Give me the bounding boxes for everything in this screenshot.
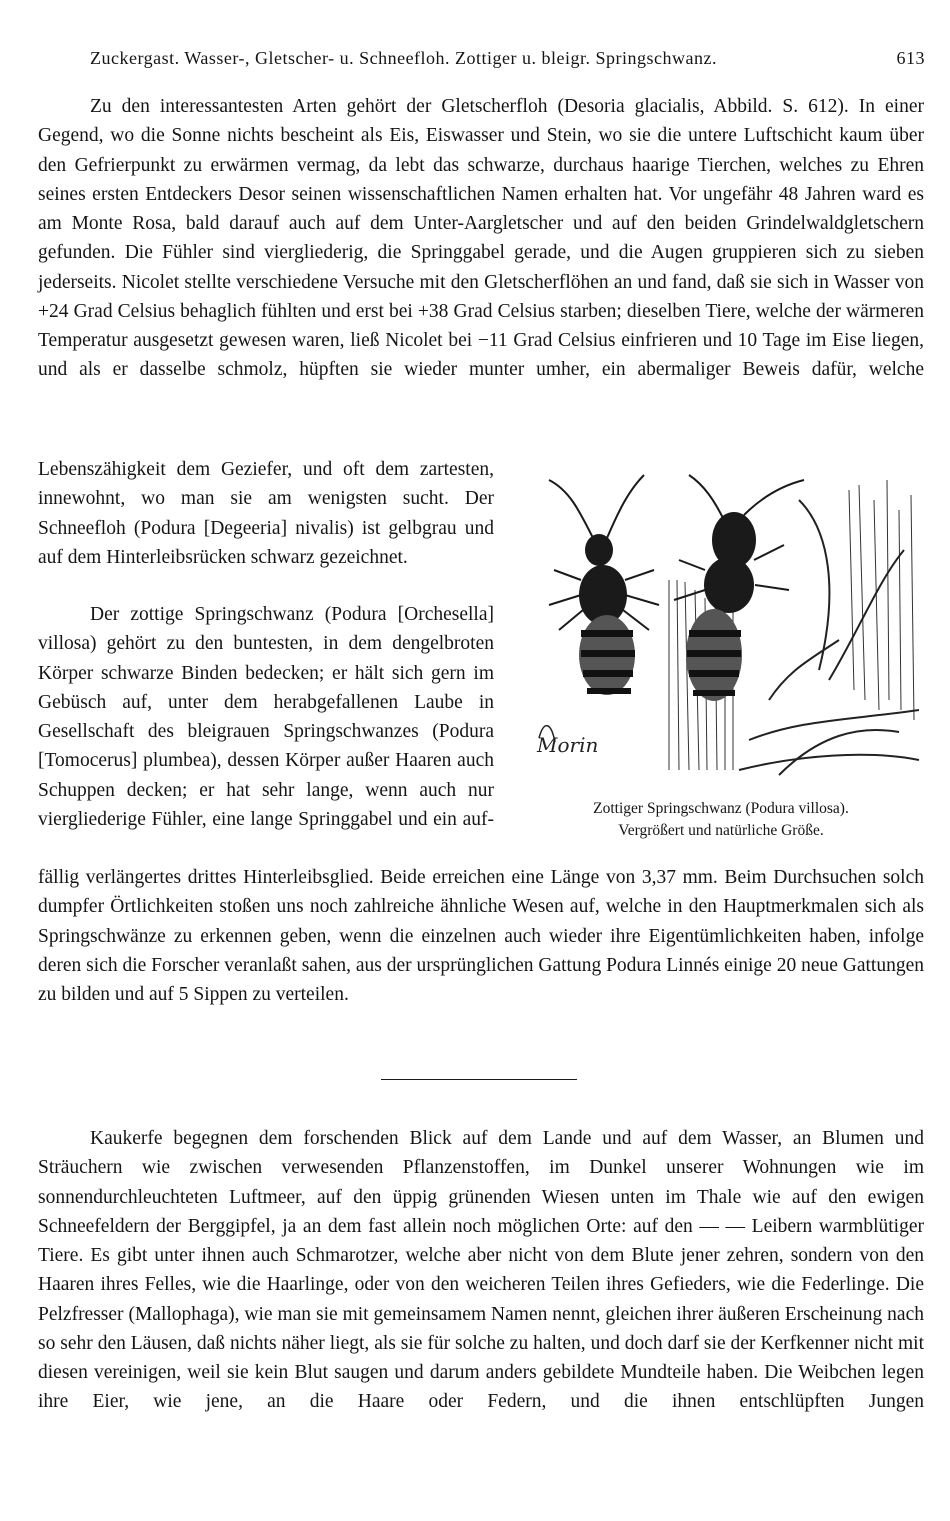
section-divider bbox=[381, 1079, 577, 1080]
caption-title: Zottiger Springschwanz (Podura villosa). bbox=[593, 800, 849, 817]
paragraph-schneefloh: Lebenszähigkeit dem Geziefer, und oft dem zartesten, innewohnt, wo man sie am wenigsten sucht. Der Schneefloh (Podura [Degeeria] nivalis) ist gelbgrau und auf dem Hinterleibsrücken schwarz gezeichnet. bbox=[38, 459, 494, 568]
paragraph-zottiger-springschwanz: Der zottige Springschwanz (Podura [Orchesella] villosa) gehört zu den buntesten, in dem dengelbroten Körper schwarze Binden bedecken; er hält sich gern im Gebüsch auf, unter dem herabgefallenen Laube in Gesellschaft des bleigrauen Springschwanzes (Podura [Tomocerus] plumbea), dessen Körper außer Haaren auch Schuppen decken; er hat sehr lange, wenn auch nur viergliederige Fühler, eine lange Springgabel und ein auf- bbox=[38, 604, 494, 830]
paragraph-kaukerfe: Kaukerfe begegnen dem forschenden Blick auf dem Lande und auf dem Wasser, an Blumen und Sträuchern wie zwischen verwesenden Pflanzenstoffen, im Dunkel unserer Wohnungen wie im sonnendurchleuchteten Luftmeer, auf den üppig grünenden Wiesen unten im Thale wie auf den ewigen Schneefeldern der Berggipfel, ja an dem fast allein noch möglichen Orte: auf den — — Leibern warmblütiger Tiere. Es gibt unter ihnen auch Schmarotzer, welche aber nicht von dem Blute jener zehren, sondern von den Haaren ihres Felles, wie die Haarlinge, oder von den weicheren Teilen ihres Gefieders, wie die Federlinge. Die Pelzfresser (Mallophaga), wie man sie mit gemeinsamem Namen nennt, gleichen ihrer äußeren Erscheinung nach so sehr den Läusen, daß nichts näher liegt, als sie für solche zu halten, und doch darf sie der Kerfkenner nicht mit diesen vereinigen, weil sie kein Blut saugen und darum anders gebildete Mundteile haben. Die Weibchen legen ihre Eier, wie jene, an die Haare oder Federn, und die ihnen entschlüpften Jungen bbox=[38, 1128, 924, 1413]
running-title: Zuckergast. Wasser-, Gletscher- u. Schneefloh. Zottiger u. bleigr. Springschwanz. bbox=[90, 48, 718, 68]
springtail-engraving bbox=[519, 470, 923, 790]
artist-signature: Morin bbox=[537, 733, 599, 757]
springtail-illustration bbox=[519, 470, 923, 790]
running-header bbox=[90, 48, 925, 78]
figure-caption bbox=[519, 798, 923, 842]
page-number: 613 bbox=[896, 48, 925, 68]
paragraph-gletscherfloh: Zu den interessantesten Arten gehört der Gletscherfloh (Desoria glacialis, Abbild. S. 612). In einer Gegend, wo die Sonne nichts bescheint als Eis, Eiswasser und Stein, wo sie die untere Luftschicht kaum über den Gefrierpunkt zu erwärmen vermag, da lebt das schwarze, durchaus haarige Tierchen, welches zu Ehren seines ersten Entdeckers Desor seinen wissenschaftlichen Namen erhalten hat. Vor ungefähr 48 Jahren ward es am Monte Rosa, bald darauf auch auf dem Unter-Aargletscher und auf den beiden Grindelwaldgletschern gefunden. Die Fühler sind viergliederig, die Springgabel gerade, und die Augen gruppieren sich zu sieben jederseits. Nicolet stellte verschiedene Versuche mit den Gletscherflöhen an und fand, daß sie sich in Wasser von +24 Grad Celsius behaglich fühlten und erst bei +38 Grad Celsius starben; dieselben Tiere, welche der wärmeren Temperatur ausgesetzt gewesen waren, ließ Nicolet bei −11 Grad Celsius einfrieren und 10 Tage im Eise liegen, und als er dasselbe schmolz, hüpften sie wieder munter umher, ein abermaliger Beweis dafür, welche bbox=[38, 96, 924, 381]
paragraph-springschwaenze-gattungen: fällig verlängertes drittes Hinterleibsglied. Beide erreichen eine Länge von 3,37 mm. Beim Durchsuchen solch dumpfer Örtlichkeiten stoßen uns noch zahlreiche ähnliche Wesen auf, welche in den Hauptmerkmalen sich als Springschwänze zu erkennen geben, wenn die einzelnen auch wieder ihre Eigentümlichkeiten haben, infolge deren sich die Forscher veranlaßt sahen, aus der ursprünglichen Gattung Podura Linnés einige 20 neue Gattungen zu bilden und auf 5 Sippen zu verteilen. bbox=[38, 867, 924, 1005]
caption-subtitle: Vergrößert und natürliche Größe. bbox=[618, 822, 824, 839]
